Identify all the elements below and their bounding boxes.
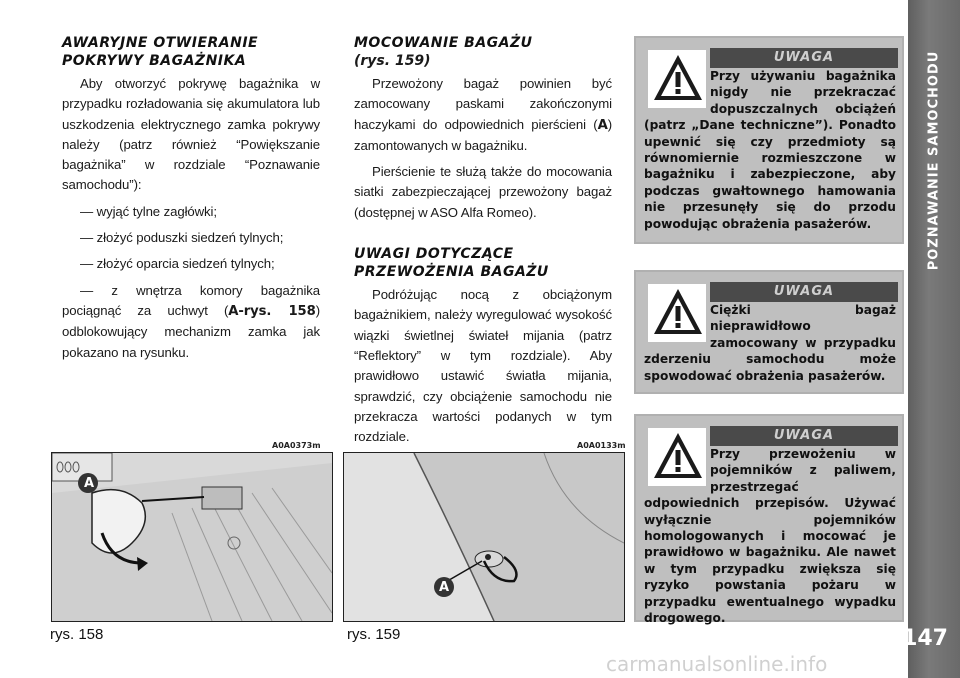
intro-paragraph: Aby otworzyć pokrywę bagażnika w przypadku rozładowania się akumulatora lub uszkodzenia elektrycznego zamka pokrywy należy (patrz również “Powiększanie bagażnika” w rozdziale “Poznawanie samochodu”): bbox=[62, 76, 320, 193]
warning-box bbox=[634, 36, 904, 244]
warning-header: UWAGA bbox=[710, 282, 898, 302]
warning-text: Przy używaniu bagażnika nigdy nie przekraczać dopuszczalnych obciążeń (patrz „Dane techniczne”). Ponadto upewnić się czy przedmioty są równomiernie rozmieszczone w bagażniku i zabezpieczone, aby podczas gwałtownego hamowania nie przesunęły się do przodu powodując obrażenia pasażerów. bbox=[644, 69, 896, 231]
left-column bbox=[62, 34, 320, 369]
figure-code: A0A0133m bbox=[577, 441, 626, 450]
figure-reference: A-rys. 158 bbox=[228, 303, 316, 319]
figure-trunk-release bbox=[51, 452, 333, 622]
paragraph: Przewożony bagaż powinien być zamocowany paskami zakończonymi haczykami do odpowiednich pierścieni (A) zamontowanych w bagażniku. bbox=[354, 76, 612, 153]
figure-caption: rys. 159 bbox=[347, 626, 401, 643]
step-item: — wyjąć tylne zagłówki; bbox=[80, 203, 217, 219]
warning-header: UWAGA bbox=[710, 426, 898, 446]
watermark: carmanualsonline.info bbox=[606, 652, 828, 676]
warning-text: Przy przewożeniu w pojemników z paliwem, przestrzegać odpowiednich przepisów. Używać wyłącznie pojemników homologowanych i mocować je prawidłowo w bagażniku. Ale nawet w tym przypadku zwiększa się ryzyko powstania pożaru w przypadku ewentualnego wypadku drogowego. bbox=[644, 447, 896, 626]
paragraph: Pierścienie te służą także do mocowania siatki zabezpieczającej przewożony bagaż (dostępnej w ASO Alfa Romeo). bbox=[354, 164, 612, 220]
figure-code: A0A0373m bbox=[272, 441, 321, 450]
chapter-sidebar bbox=[902, 0, 960, 678]
figure-reference: A bbox=[597, 117, 608, 133]
tie-down-ring-illustration bbox=[344, 453, 624, 621]
callout-label-a: A bbox=[438, 580, 450, 595]
figure-caption: rys. 158 bbox=[50, 626, 104, 643]
warning-box bbox=[634, 414, 904, 626]
step-item-last: — z wnętrza komory bagażnika pociągnąć za uchwyt (A-rys. 158) odblokowujący mechanizm zamka jak pokazano na rysunku. bbox=[62, 282, 320, 360]
paragraph: Podróżując nocą z obciążonym bagażnikiem, należy wyregulować wysokość wiązki świetlnej świateł mijania (patrz “Reflektory” w tym rozdziale). Aby prawidłowo ustawić światła mijania, sprawdzić, czy obciążenie samochodu nie przekracza wartości podanych w tym rozdziale. bbox=[354, 287, 612, 445]
warning-text: Ciężki bagaż nieprawidłowo zamocowany w przypadku zderzeniu samochodu może spowodować obrażenia pasażerów. bbox=[644, 303, 896, 383]
middle-column bbox=[354, 34, 612, 453]
chapter-title: POZNAWANIE SAMOCHODU bbox=[926, 50, 942, 270]
figure-tie-down-ring bbox=[343, 452, 625, 622]
page-number: 147 bbox=[902, 626, 948, 651]
section-subtitle: (rys. 159) bbox=[354, 53, 431, 69]
callout-label-a: A bbox=[83, 476, 95, 491]
warning-header: UWAGA bbox=[710, 48, 898, 68]
warning-box bbox=[634, 270, 904, 394]
step-item: — złożyć oparcia siedzeń tylnych; bbox=[80, 256, 275, 272]
section-title-luggage-notes: UWAGI DOTYCZĄCE PRZEWOŻENIA BAGAŻU bbox=[354, 246, 549, 281]
section-title-emergency-opening: AWARYJNE OTWIERANIE POKRYWY BAGAŻNIKA bbox=[62, 35, 259, 69]
section-title-luggage-fastening: MOCOWANIE BAGAŻU bbox=[354, 35, 533, 51]
step-item: — złożyć poduszki siedzeń tylnych; bbox=[80, 230, 284, 246]
